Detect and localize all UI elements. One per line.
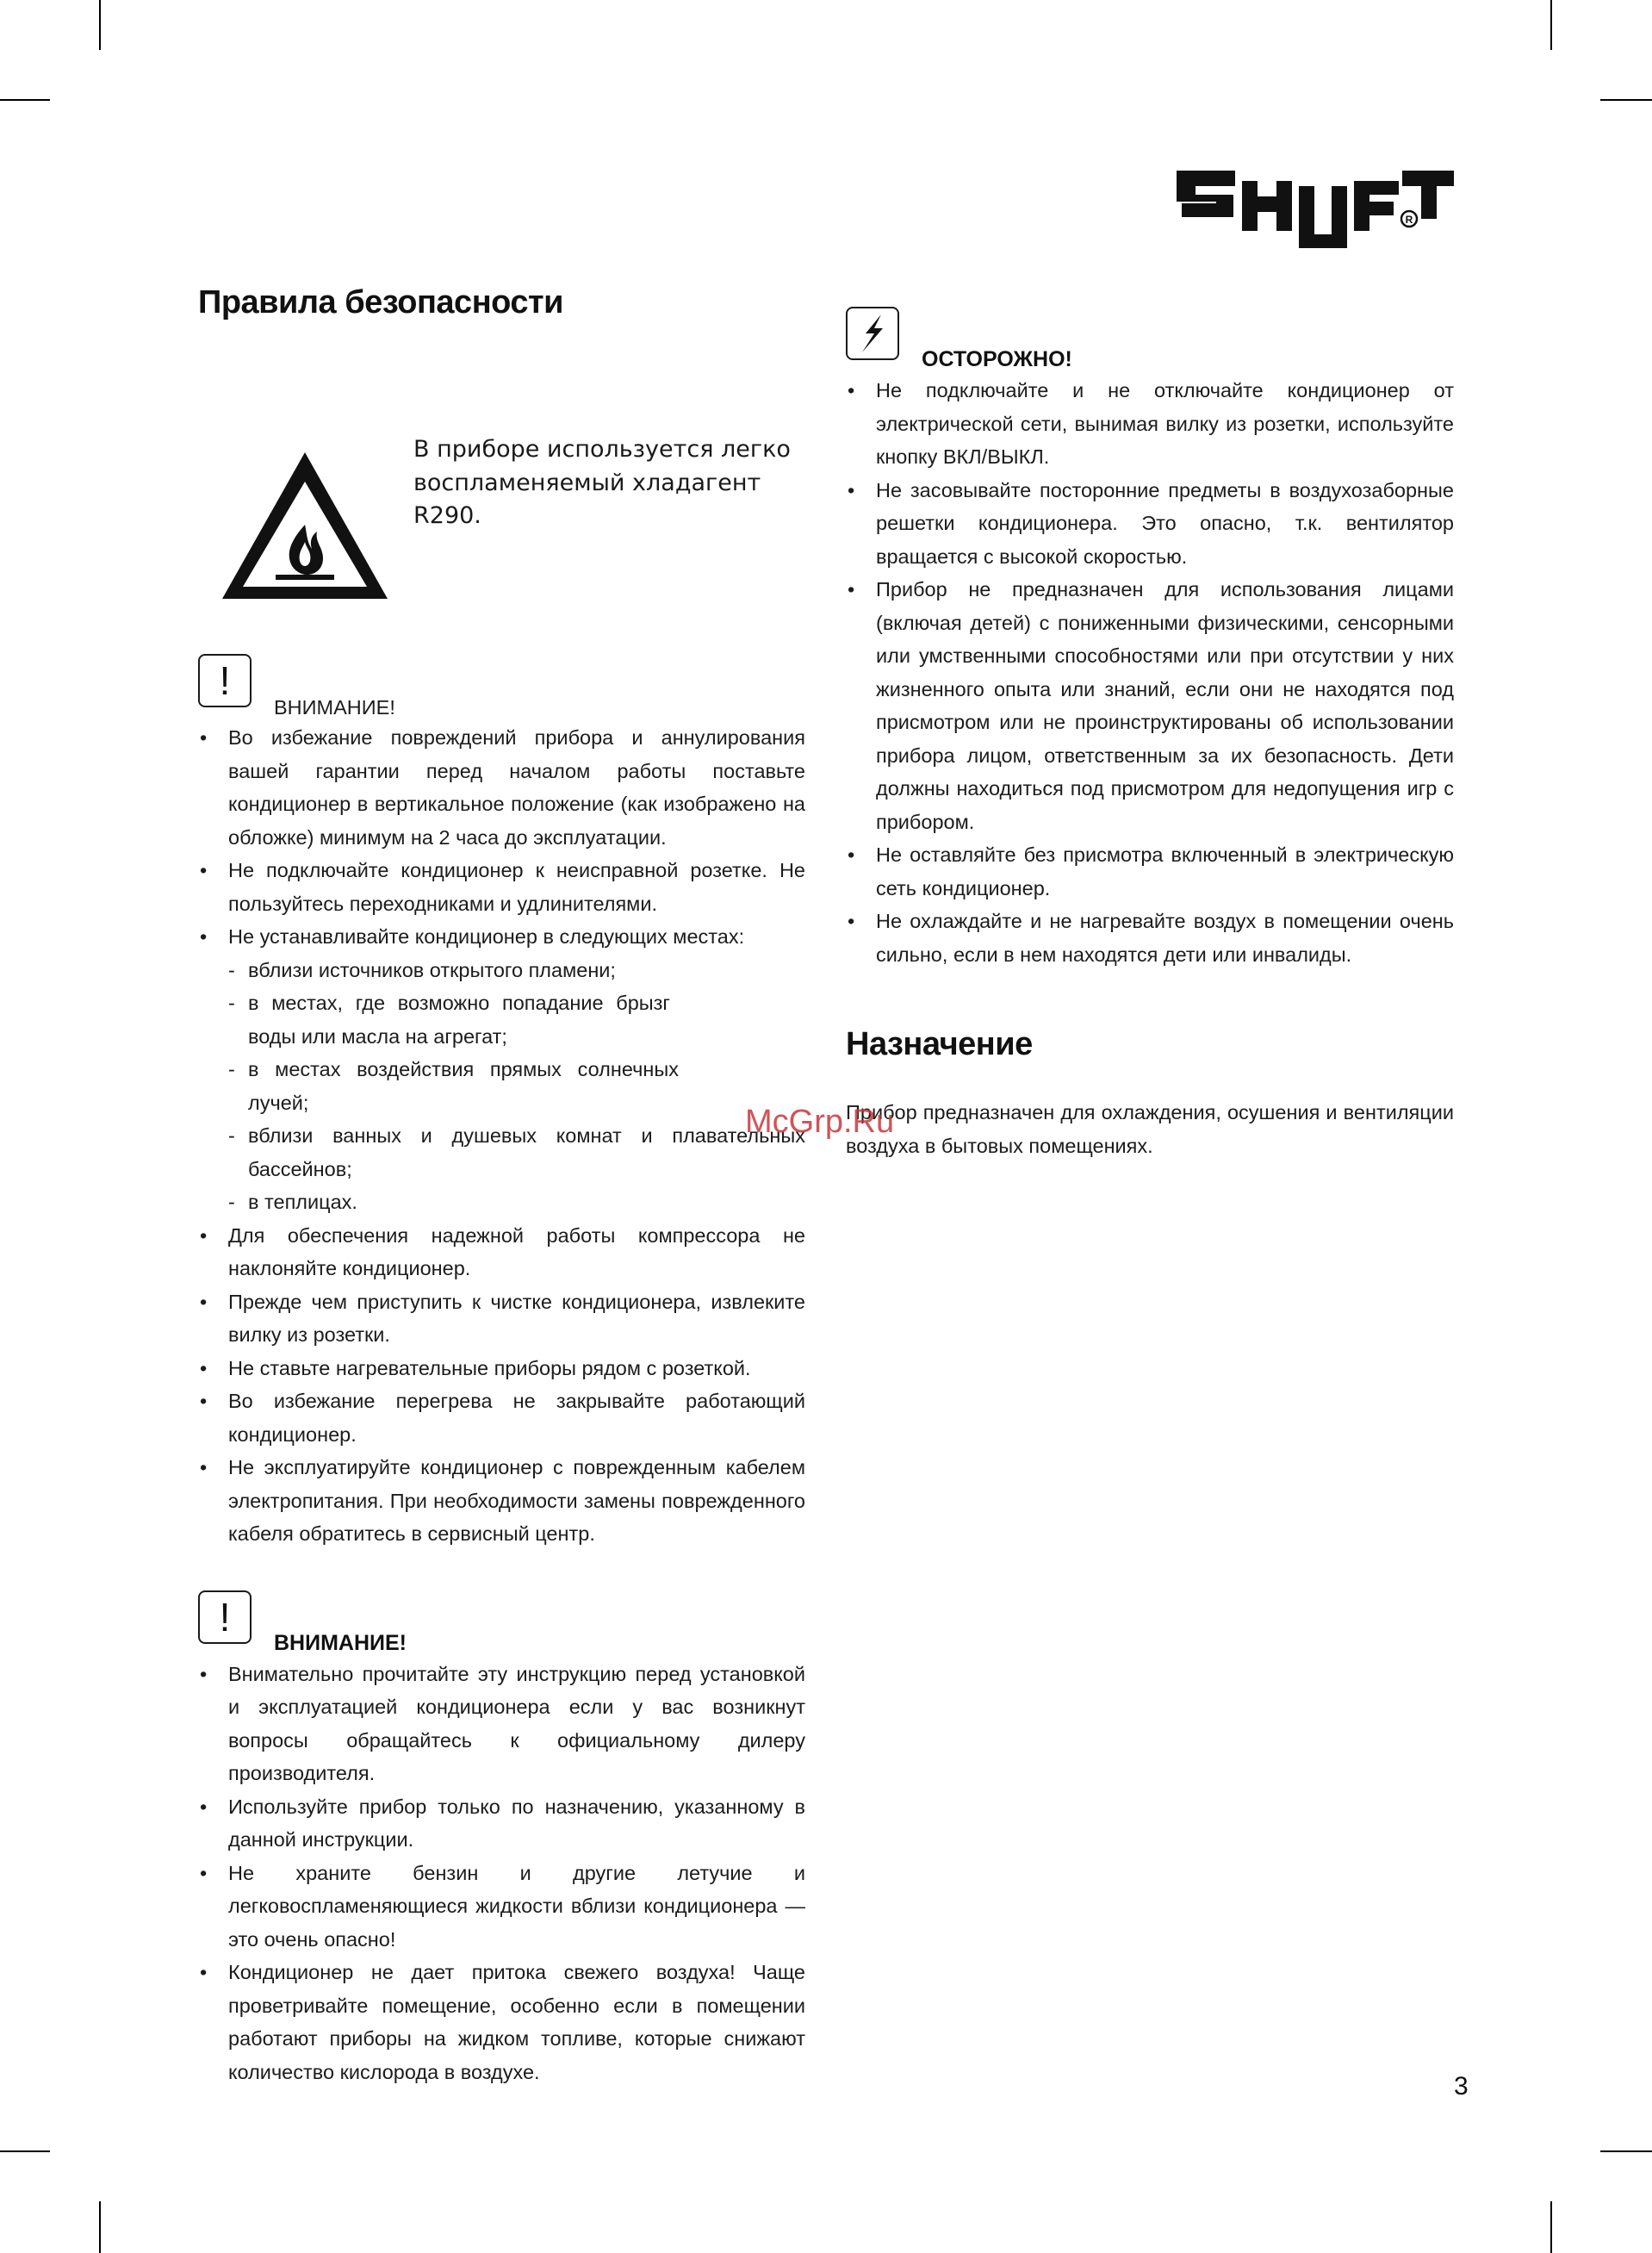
crop-mark — [1600, 2150, 1652, 2152]
sub-item: - в теплицах. — [228, 1191, 357, 1213]
warning-header-2 — [198, 1584, 805, 1655]
list-item-text: Не устанавливайте кондиционер в следующих местах: — [228, 925, 745, 948]
warning-label-1: ВНИМАНИЕ! — [274, 696, 395, 719]
list-item: • Прибор не предназначен для использования лицами (включая детей) с пониженными физическими, сенсорными или умственными способностями или при отсутствии у них жизненного опыта или знаний, если они не находятся под присмотром или не проинструктированы об использовании прибора лицом, ответственным за их безопасность. Дети должны находиться под присмотром для недопущения игр с прибором. — [846, 573, 1454, 838]
crop-mark — [1600, 99, 1652, 101]
exclamation-icon: ! — [198, 1590, 252, 1644]
places-list — [228, 954, 805, 1219]
page-number: 3 — [1454, 2072, 1469, 2101]
sub-item: - в местах воздействия прямых солнечных лучей; — [228, 1058, 679, 1114]
exclamation-icon: ! — [198, 654, 252, 707]
crop-mark — [0, 2150, 50, 2152]
list-item — [198, 920, 805, 1219]
crop-mark — [1550, 0, 1552, 50]
caution-header — [846, 300, 1454, 371]
list-item: • Не ставьте нагревательные приборы рядом с розеткой. — [198, 1352, 805, 1385]
list-item: • Не засовывайте посторонние предметы в воздухозаборные решетки кондиционера. Это опасно, т.к. вентилятор вращается с высокой скоростью. — [846, 474, 1454, 574]
list-item: • Не подключайте и не отключайте кондиционер от электрической сети, вынимая вилку из розетки, используйте кнопку ВКЛ/ВЫКЛ. — [846, 374, 1454, 474]
flammable-warning-icon — [217, 445, 394, 605]
list-item: • Не храните бензин и другие летучие и легковоспламеняющиеся жидкости вблизи кондиционера — это очень опасно! — [198, 1857, 805, 1957]
sub-item: - вблизи ванных и душевых комнат и плавательных бассейнов; — [228, 1124, 805, 1180]
section-title-purpose: Назначение — [846, 1026, 1033, 1062]
crop-mark — [0, 99, 50, 101]
flammable-refrigerant-text: В приборе используется легко воспламеняемый хладагент R290. — [413, 436, 791, 529]
caution-list — [846, 374, 1454, 971]
crop-mark — [99, 0, 101, 50]
watermark: McGrp.Ru — [745, 1104, 895, 1140]
left-column — [198, 284, 805, 2088]
list-item: • Не подключайте кондиционер к неисправной розетке. Не пользуйтесь переходниками и удлинителями. — [198, 854, 805, 920]
warning-label-2: ВНИМАНИЕ! — [274, 1630, 407, 1655]
right-column — [846, 300, 1454, 1162]
section-title-safety: Правила безопасности — [198, 284, 563, 321]
list-item: • Не охлаждайте и не нагревайте воздух в помещении очень сильно, если в нем находятся дети или инвалиды. — [846, 905, 1454, 971]
list-item: • Не эксплуатируйте кондиционер с поврежденным кабелем электропитания. При необходимости замены поврежденного кабеля обратитесь в сервисный центр. — [198, 1451, 805, 1551]
list-item: • Используйте прибор только по назначению, указанному в данной инструкции. — [198, 1790, 805, 1857]
list-item: • Не оставляйте без присмотра включенный в электрическую сеть кондиционер. — [846, 838, 1454, 905]
electric-shock-icon — [846, 307, 899, 360]
warning-list-1 — [198, 721, 805, 1551]
purpose-text: Прибор предназначен для охлаждения, осушения и вентиляции воздуха в бытовых помещениях. — [846, 1101, 1454, 1157]
registered-mark: R — [1405, 214, 1413, 226]
list-item: • Кондиционер не дает притока свежего воздуха! Чаще проветривайте помещение, особенно если в помещении работают приборы на жидком топливе, которые снижают количество кислорода в воздухе. — [198, 1956, 805, 2088]
crop-mark — [99, 2201, 101, 2253]
brand-logo — [1173, 165, 1457, 255]
list-item: • Прежде чем приступить к чистке кондиционера, извлеките вилку из розетки. — [198, 1285, 805, 1352]
crop-mark — [1550, 2201, 1552, 2253]
list-item: • Внимательно прочитайте эту инструкцию перед установкой и эксплуатацией кондиционера если у вас возникнут вопросы обращайтесь к официальному дилеру производителя. — [198, 1658, 805, 1790]
list-item: • Во избежание повреждений прибора и аннулирования вашей гарантии перед началом работы поставьте кондиционер в вертикальное положение (как изображено на обложке) минимум на 2 часа до эксплуатации. — [198, 721, 805, 854]
caution-label: ОСТОРОЖНО! — [922, 347, 1072, 371]
sub-item: - в местах, где возможно попадание брызг воды или масла на агрегат; — [228, 992, 670, 1048]
flammable-notice — [198, 402, 805, 661]
list-item: • Для обеспечения надежной работы компрессора не наклоняйте кондиционер. — [198, 1219, 805, 1285]
warning-list-2 — [198, 1658, 805, 2089]
sub-item: - вблизи источников открытого пламени; — [228, 958, 616, 981]
list-item: • Во избежание перегрева не закрывайте работающий кондиционер. — [198, 1385, 805, 1451]
